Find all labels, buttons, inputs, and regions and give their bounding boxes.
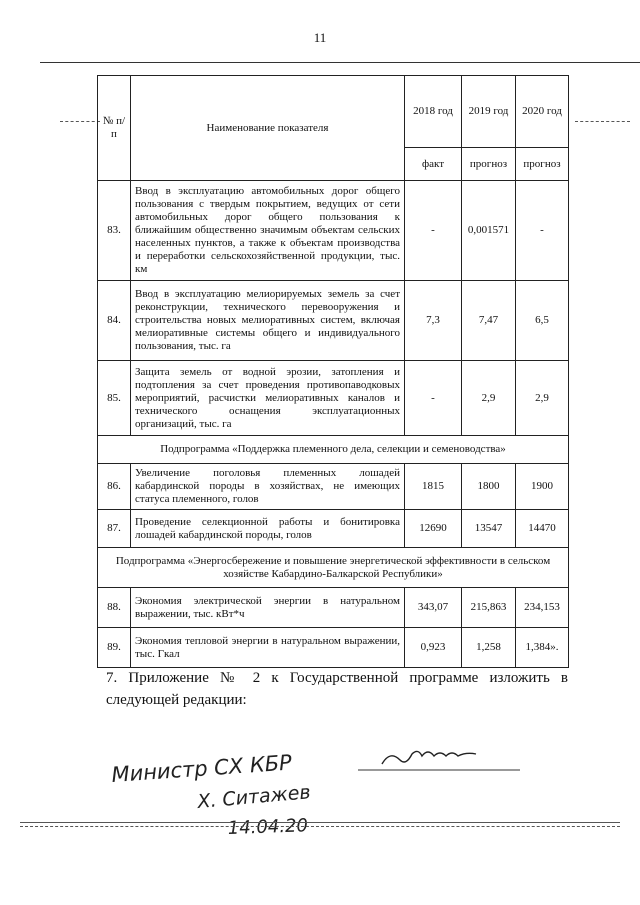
header-year-2018: 2018 год xyxy=(405,76,462,148)
row-number: 87. xyxy=(98,510,131,548)
amendment-note: 7. Приложение № 2 к Государственной программе изложить в следующей редакции: xyxy=(106,670,568,708)
indicators-table-body xyxy=(98,76,569,668)
indicator-name: Проведение селекционной работы и бонитировка лошадей кабардинской породы, голов xyxy=(131,510,405,548)
row-number: 88. xyxy=(98,588,131,628)
header-name: Наименование показателя xyxy=(131,76,405,181)
row-number: 84. xyxy=(98,281,131,361)
indicator-name: Экономия электрической энергии в натуральном выражении, тыс. кВт*ч xyxy=(131,588,405,628)
table-row xyxy=(98,281,569,361)
scan-artifact-line xyxy=(575,121,630,122)
header-year-2019: 2019 год xyxy=(462,76,516,148)
value-2018: 343,07 xyxy=(405,588,462,628)
scan-artifact-line xyxy=(60,121,100,122)
value-2018: 7,3 xyxy=(405,281,462,361)
indicators-table xyxy=(97,75,569,668)
value-2020: - xyxy=(516,181,569,281)
header-year-2020: 2020 год xyxy=(516,76,569,148)
value-2018: - xyxy=(405,361,462,436)
value-2019: 0,001571 xyxy=(462,181,516,281)
table-row xyxy=(98,464,569,510)
table-row xyxy=(98,628,569,668)
value-2018: 1815 xyxy=(405,464,462,510)
row-number: 86. xyxy=(98,464,131,510)
subprogram-row xyxy=(98,436,569,464)
signature-scribble xyxy=(382,751,476,764)
table-row xyxy=(98,588,569,628)
row-number: 85. xyxy=(98,361,131,436)
indicator-name: Защита земель от водной эрозии, затопления и подтопления за счет проведения противопаводковых мероприятий, расчистки мелиоративных каналов и технического оснащения эксплуатационных организаций, тыс. га xyxy=(131,361,405,436)
handwritten-date: 14.04.20 xyxy=(227,815,309,839)
value-2019: 2,9 xyxy=(462,361,516,436)
table-row xyxy=(98,510,569,548)
top-rule xyxy=(40,62,640,63)
value-2020: 1900 xyxy=(516,464,569,510)
indicator-name: Ввод в эксплуатацию мелиорируемых земель за счет реконструкции, технического перевооружения и строительства новых мелиоративных систем, включая мелиоративные системы общего и индивидуального пользования, тыс. га xyxy=(131,281,405,361)
value-2019: 7,47 xyxy=(462,281,516,361)
bottom-rule xyxy=(20,822,620,823)
indicator-name: Увеличение поголовья племенных лошадей кабардинской породы в хозяйствах, не имеющих статуса племенного, голов xyxy=(131,464,405,510)
subprogram-row xyxy=(98,548,569,588)
value-2020: 14470 xyxy=(516,510,569,548)
value-2020: 234,153 xyxy=(516,588,569,628)
value-2019: 215,863 xyxy=(462,588,516,628)
value-2020: 2,9 xyxy=(516,361,569,436)
value-2019: 13547 xyxy=(462,510,516,548)
row-number: 89. xyxy=(98,628,131,668)
value-2018: 0,923 xyxy=(405,628,462,668)
page-number: 11 xyxy=(313,30,327,45)
header-kind-2018: факт xyxy=(405,148,462,181)
table-row xyxy=(98,361,569,436)
value-2019: 1,258 xyxy=(462,628,516,668)
indicator-name: Экономия тепловой энергии в натуральном выражении, тыс. Гкал xyxy=(131,628,405,668)
handwritten-minister-name: Х. Ситажев xyxy=(196,781,312,813)
header-no: № п/п xyxy=(98,76,131,181)
value-2018: - xyxy=(405,181,462,281)
subprogram-title: Подпрограмма «Поддержка племенного дела, селекции и семеноводства» xyxy=(98,436,569,464)
value-2020: 6,5 xyxy=(516,281,569,361)
value-2020: 1,384». xyxy=(516,628,569,668)
header-kind-2019: прогноз xyxy=(462,148,516,181)
value-2019: 1800 xyxy=(462,464,516,510)
header-kind-2020: прогноз xyxy=(516,148,569,181)
indicator-name: Ввод в эксплуатацию автомобильных дорог общего пользования с твердым покрытием, ведущих от сети автомобильных дорог общего пользования к ближайшим общественно значимым объектам сельских населенных пунктов, а также к объектам производства и переработки сельскохозяйственной продукции, тыс. км xyxy=(131,181,405,281)
table-row xyxy=(98,181,569,281)
subprogram-title: Подпрограмма «Энергосбережение и повышение энергетической эффективности в сельском хозяйстве Кабардино-Балкарской Республики» xyxy=(98,548,569,588)
bottom-dashed-rule xyxy=(20,826,620,827)
table-header-row xyxy=(98,76,569,148)
value-2018: 12690 xyxy=(405,510,462,548)
row-number: 83. xyxy=(98,181,131,281)
handwritten-minister-title: Министр СХ КБР xyxy=(110,750,293,787)
handwritten-signature-block xyxy=(0,740,640,850)
